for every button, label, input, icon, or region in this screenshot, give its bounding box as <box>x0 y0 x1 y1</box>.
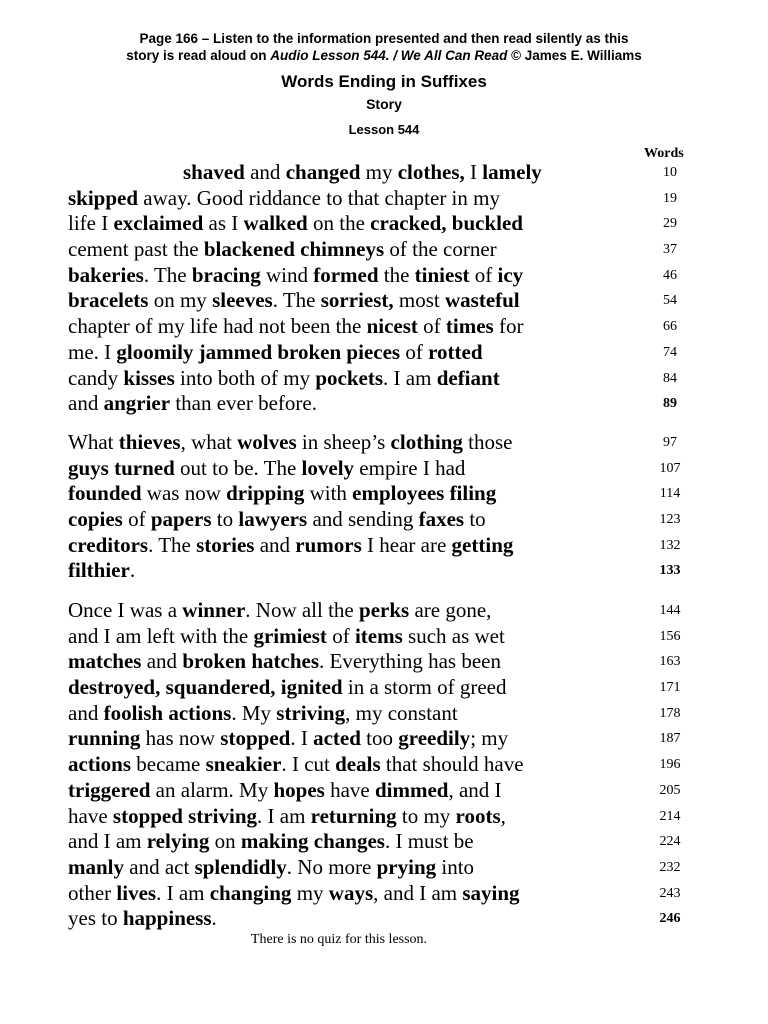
suffix-word: cracked, buckled <box>370 211 523 236</box>
story-text: of <box>400 339 429 364</box>
quiz-note: There is no quiz for this lesson. <box>250 932 428 947</box>
word-count: 205 <box>659 782 681 798</box>
story-line-text <box>68 855 474 881</box>
story-line-text <box>68 624 505 650</box>
story-text: into both of my <box>174 365 316 390</box>
suffix-word: bracing <box>191 262 261 287</box>
word-count: 144 <box>659 603 681 618</box>
suffix-word: stopped striving <box>112 803 258 828</box>
story-line <box>68 340 748 366</box>
story-text: away. Good riddance to that chapter in my <box>138 185 500 210</box>
suffix-word: clothes, <box>397 160 465 184</box>
story-paragraph-2 <box>68 430 748 584</box>
story-text: . My <box>231 700 277 725</box>
story-text: became <box>131 752 206 777</box>
suffix-word: wasteful <box>444 288 520 313</box>
story-text: to <box>464 507 486 532</box>
story-line-text <box>68 430 512 456</box>
story-line <box>68 456 748 482</box>
suffix-word: employees filing <box>352 481 497 506</box>
story-line-text <box>68 558 135 584</box>
suffix-word: tiniest <box>414 262 470 287</box>
story-text: to <box>211 507 239 532</box>
story-text: life I <box>68 211 114 236</box>
story-line-text <box>68 507 486 533</box>
page-header <box>0 30 768 64</box>
suffix-word: papers <box>150 507 212 532</box>
story-text: and <box>68 700 104 725</box>
suffix-word: greedily <box>398 726 471 751</box>
story-line <box>68 430 748 456</box>
story-text: , my constant <box>345 700 458 725</box>
story-line-text <box>68 366 500 392</box>
suffix-word: lives <box>116 880 157 905</box>
suffix-word: manly <box>68 854 125 879</box>
story-text: . Everything has been <box>319 649 501 674</box>
story-line <box>68 829 748 855</box>
story-text: on the <box>307 211 371 236</box>
story-text: most <box>393 288 445 313</box>
story-line-text <box>68 752 524 778</box>
suffix-word: dimmed <box>374 777 449 802</box>
story-text: me. I <box>68 339 117 364</box>
story-text: of <box>122 507 151 532</box>
story-line <box>68 752 748 778</box>
word-count: 224 <box>659 834 681 850</box>
story-line <box>68 211 748 237</box>
story-text: . I cut <box>281 752 336 777</box>
suffix-word: rotted <box>428 339 483 364</box>
story-text: has now <box>140 726 221 751</box>
suffix-word: sneakier <box>205 752 282 777</box>
suffix-word: roots <box>455 803 501 828</box>
header-line-1: Page 166 – Listen to the information presented and then read silently as this <box>139 31 629 46</box>
paragraph-word-total: 89 <box>663 396 677 412</box>
page-title: Words Ending in Suffixes <box>281 72 487 91</box>
story-line-text <box>68 533 513 559</box>
story-text: . The <box>148 532 197 557</box>
word-count: 37 <box>663 242 677 258</box>
story-text: in sheep’s <box>296 430 391 454</box>
story-line-text <box>68 598 491 624</box>
header-line-2-italic: Audio Lesson 544. / We All Can Read <box>270 48 508 63</box>
story-line-text <box>68 726 508 752</box>
suffix-word: perks <box>359 598 410 622</box>
paragraph-word-total: 133 <box>659 563 681 579</box>
story-text: of <box>417 314 446 339</box>
story-text: for <box>493 314 524 339</box>
header-line-2 <box>0 47 768 64</box>
word-count: 54 <box>663 293 677 309</box>
story-paragraph-1 <box>68 160 748 417</box>
word-count: 123 <box>659 512 681 528</box>
suffix-word: formed <box>313 262 379 287</box>
story-text: too <box>360 726 399 751</box>
story-text: , <box>500 803 506 828</box>
suffix-word: saying <box>462 880 520 905</box>
suffix-word: filthier <box>68 558 130 583</box>
suffix-word: ways <box>328 880 374 905</box>
story-text: , and I am <box>373 880 463 905</box>
suffix-word: changing <box>209 880 292 905</box>
story-line-text <box>68 906 217 932</box>
story-text: to my <box>396 803 456 828</box>
story-text: out to be. The <box>174 455 302 480</box>
suffix-word: making changes <box>240 829 385 854</box>
story-text: with <box>304 481 353 506</box>
story-line <box>68 804 748 830</box>
story-text: than ever before. <box>170 391 317 416</box>
suffix-word: angrier <box>103 391 171 416</box>
story-line-text <box>68 237 497 263</box>
lesson-label: Lesson 544 <box>348 122 420 137</box>
suffix-word: acted <box>313 726 361 751</box>
story-line-text <box>68 288 520 314</box>
story-text: cement past the <box>68 237 204 262</box>
story-text: and sending <box>307 507 419 532</box>
story-text: into <box>436 854 475 879</box>
story-line <box>68 906 748 932</box>
suffix-word: items <box>354 623 403 648</box>
story-line <box>68 314 748 340</box>
story-text: such as wet <box>402 623 505 648</box>
story-text: I <box>464 160 483 184</box>
suffix-word: defiant <box>436 365 500 390</box>
suffix-word: destroyed, squandered, ignited <box>68 675 343 700</box>
suffix-word: getting <box>451 532 514 557</box>
story-text: Once I was a <box>68 598 183 622</box>
suffix-word: relying <box>146 829 210 854</box>
suffix-word: striving <box>276 700 346 725</box>
story-line <box>68 288 748 314</box>
story-text: ; my <box>470 726 509 751</box>
suffix-word: icy <box>497 262 524 287</box>
story-line-text <box>68 263 523 289</box>
suffix-word: bakeries <box>68 262 144 287</box>
word-count: 243 <box>659 885 681 901</box>
suffix-word: bracelets <box>68 288 149 313</box>
suffix-word: lovely <box>301 455 355 480</box>
story-text: I hear are <box>361 532 452 557</box>
story-text: was now <box>141 481 227 506</box>
suffix-word: sorriest, <box>320 288 394 313</box>
story-text: , and I <box>448 777 502 802</box>
suffix-word: actions <box>68 752 131 777</box>
story-line-text <box>68 778 502 804</box>
suffix-word: gloomily jammed broken pieces <box>116 339 401 364</box>
story-line <box>68 701 748 727</box>
word-count: 97 <box>663 435 677 450</box>
word-count: 163 <box>659 654 681 670</box>
story-line <box>68 855 748 881</box>
suffix-word: exclaimed <box>113 211 204 236</box>
suffix-word: rumors <box>295 532 362 557</box>
story-text: , what <box>180 430 238 454</box>
paragraph-word-total: 246 <box>659 911 681 927</box>
story-line <box>68 507 748 533</box>
story-text: wind <box>260 262 314 287</box>
story-text: on my <box>148 288 213 313</box>
suffix-word: winner <box>182 598 246 622</box>
suffix-word: nicest <box>366 314 418 339</box>
suffix-word: walked <box>243 211 308 236</box>
suffix-word: stories <box>196 532 255 557</box>
story-line-text <box>68 701 458 727</box>
word-count: 84 <box>663 370 677 386</box>
story-line <box>68 186 748 212</box>
story-text: of <box>469 262 498 287</box>
story-text: of <box>326 623 355 648</box>
suffix-word: thieves <box>118 430 181 454</box>
story-text: and <box>141 649 183 674</box>
story-text: my <box>360 160 398 184</box>
suffix-word: grimiest <box>253 623 327 648</box>
story-line-text <box>68 314 523 340</box>
story-line <box>68 881 748 907</box>
story-text: . No more <box>286 854 377 879</box>
story-text: and <box>244 160 286 184</box>
word-count: 66 <box>663 319 677 335</box>
suffix-word: copies <box>68 507 123 532</box>
story-text: What <box>68 430 119 454</box>
story-text: in a storm of greed <box>342 675 507 700</box>
word-count: 196 <box>659 757 681 773</box>
story-text: . I am <box>383 365 437 390</box>
story-line-text <box>68 481 496 507</box>
story-line <box>68 598 748 624</box>
word-count: 19 <box>663 190 677 206</box>
word-count: 214 <box>659 808 681 824</box>
suffix-word: blackened chimneys <box>203 237 385 262</box>
word-count: 74 <box>663 344 677 360</box>
story-line <box>68 263 748 289</box>
story-text: candy <box>68 365 124 390</box>
story-text: chapter of my life had not been the <box>68 314 367 339</box>
suffix-word: triggered <box>68 777 151 802</box>
story-text: an alarm. My <box>150 777 274 802</box>
suffix-word: pockets <box>315 365 384 390</box>
story-text: . Now all the <box>245 598 360 622</box>
word-count: 178 <box>659 705 681 721</box>
story-text: my <box>291 880 329 905</box>
suffix-word: changed <box>285 160 361 184</box>
suffix-word: broken hatches <box>182 649 320 674</box>
story-line <box>68 649 748 675</box>
suffix-word: returning <box>310 803 397 828</box>
story-line-text <box>68 675 506 701</box>
story-text: . I am <box>257 803 311 828</box>
suffix-word: skipped <box>68 185 139 210</box>
story-line-text <box>68 211 523 237</box>
story-line <box>68 481 748 507</box>
story-line <box>68 533 748 559</box>
suffix-word: founded <box>68 481 142 506</box>
story-line <box>68 624 748 650</box>
story-text: . The <box>143 262 192 287</box>
story-line-text <box>68 829 474 855</box>
suffix-word: shaved <box>183 160 245 184</box>
suffix-word: lawyers <box>238 507 308 532</box>
story-line <box>68 675 748 701</box>
word-count: 156 <box>659 628 681 644</box>
story-line <box>68 391 748 417</box>
story-text: those <box>462 430 513 454</box>
suffix-word: running <box>68 726 141 751</box>
story-text: that should have <box>380 752 524 777</box>
story-text: . I am <box>156 880 210 905</box>
word-count: 29 <box>663 216 677 232</box>
story-line-text <box>68 186 500 212</box>
story-line-text <box>68 881 520 907</box>
story-text: empire I had <box>354 455 466 480</box>
story-text: as I <box>203 211 244 236</box>
suffix-word: clothing <box>390 430 463 454</box>
story-text: other <box>68 880 117 905</box>
story-paragraph-3 <box>68 598 748 932</box>
suffix-word: kisses <box>123 365 175 390</box>
words-column-header: Words <box>644 146 684 161</box>
word-count: 46 <box>663 267 677 283</box>
suffix-word: wolves <box>237 430 297 454</box>
story-text: have <box>68 803 113 828</box>
story-text: . The <box>272 288 321 313</box>
suffix-word: happiness <box>122 906 212 931</box>
suffix-word: splendidly <box>194 854 287 879</box>
story-text: and <box>254 532 296 557</box>
word-count: 114 <box>659 486 681 502</box>
header-line-2-end: © James E. Williams <box>507 48 642 63</box>
word-count: 171 <box>659 680 681 696</box>
story-text: . <box>129 558 136 583</box>
suffix-word: faxes <box>418 507 465 532</box>
page-subtitle: Story <box>366 96 402 112</box>
story-line <box>68 237 748 263</box>
suffix-word: dripping <box>226 481 305 506</box>
word-count: 107 <box>659 460 681 476</box>
suffix-word: matches <box>68 649 142 674</box>
story-text: and act <box>124 854 195 879</box>
story-text: of the corner <box>384 237 497 262</box>
story-line-text <box>68 804 506 830</box>
story-text: yes to <box>68 906 123 931</box>
story-line <box>68 726 748 752</box>
story-text: . I <box>290 726 314 751</box>
story-text: . <box>211 906 217 931</box>
suffix-word: creditors <box>68 532 149 557</box>
suffix-word: sleeves <box>212 288 273 313</box>
suffix-word: hopes <box>273 777 325 802</box>
suffix-word: lamely <box>482 160 542 184</box>
story-line-text <box>68 340 483 366</box>
story-text: . I must be <box>384 829 474 854</box>
story-text: and I am <box>68 829 147 854</box>
word-count: 232 <box>659 859 681 875</box>
story-text: the <box>378 262 415 287</box>
story-line-text <box>68 456 465 482</box>
story-line-text <box>68 391 317 417</box>
word-count: 187 <box>659 731 681 747</box>
story-text: have <box>324 777 375 802</box>
suffix-word: deals <box>335 752 381 777</box>
word-count: 132 <box>659 537 681 553</box>
story-line <box>68 558 748 584</box>
suffix-word: guys turned <box>68 455 175 480</box>
story-line <box>68 366 748 392</box>
story-text: on <box>209 829 241 854</box>
story-text: are gone, <box>409 598 492 622</box>
story-text: and <box>68 391 104 416</box>
story-line <box>68 160 748 186</box>
header-line-2-start: story is read aloud on <box>126 48 271 63</box>
suffix-word: stopped <box>220 726 291 751</box>
suffix-word: foolish actions <box>103 700 232 725</box>
word-count: 10 <box>663 165 677 180</box>
suffix-word: prying <box>376 854 437 879</box>
story-line-text <box>68 649 501 675</box>
story-line <box>68 778 748 804</box>
story-text: and I am left with the <box>68 623 254 648</box>
suffix-word: times <box>445 314 494 339</box>
story-line-text <box>183 160 542 186</box>
